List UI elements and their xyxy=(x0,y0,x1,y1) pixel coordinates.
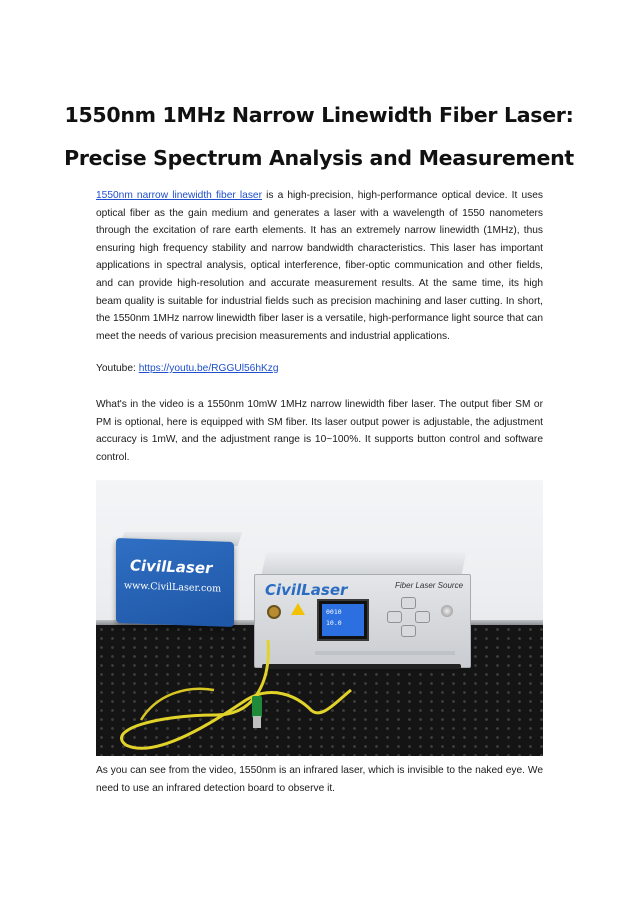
device-label: Fiber Laser Source xyxy=(395,581,464,590)
device-brand-logo: CivilLaser xyxy=(265,581,348,599)
lcd-line-1: 0010 xyxy=(326,608,342,616)
fiber-connector xyxy=(252,696,262,718)
fiber-laser-link[interactable]: 1550nm narrow linewidth fiber laser xyxy=(96,190,262,201)
box-url: www.CivilLaser.com xyxy=(124,580,222,595)
product-photo xyxy=(96,480,543,756)
video-description: What's in the video is a 1550nm 10mW 1MHz narrow linewidth fiber laser. The output fiber SM or PM is optional, here is equipped with SM fiber. Its laser output power is adjustable, the adjustment accuracy is 1mW, and the adjustment range is 10~100%. It supports button control and software control. xyxy=(96,399,543,463)
lcd-line-2: 10.0 xyxy=(326,619,342,627)
closing-paragraph: As you can see from the video, 1550nm is an infrared laser, which is invisible to the naked eye. We need to use an infrared detection board to observe it. xyxy=(96,765,543,794)
youtube-link[interactable]: https://youtu.be/RGGUl56hKzg xyxy=(138,363,279,374)
youtube-label: Youtube: xyxy=(96,363,139,374)
box-brand-logo: CivilLaser xyxy=(130,556,213,578)
intro-text: is a high-precision, high-performance optical device. It uses optical fiber as the gain medium and generates a laser with a wavelength of 1550 nanometers through the excitation of rare earth elements. It has an extremely narrow linewidth (1MHz), thus ensuring high frequency stability and narrow bandwidth characteristics. This laser has important applications in spectral analysis, optical interference, fiber-optic communication and other fields, and can provide high-resolution and accurate measurement results. At the same time, its high beam quality is suitable for industrial fields such as precision machining and laser cutting. In short, the 1550nm 1MHz narrow linewidth fiber laser is a versatile, high-performance light source that can meet the needs of various precision measurements and industrial applications. xyxy=(96,190,543,342)
title-line-1: 1550nm 1MHz Narrow Linewidth Fiber Laser: xyxy=(64,103,574,127)
fiber-cable xyxy=(96,480,543,756)
intro-paragraph xyxy=(96,187,543,345)
title-line-2: Precise Spectrum Analysis and Measurement xyxy=(64,146,574,170)
youtube-line xyxy=(96,360,543,378)
